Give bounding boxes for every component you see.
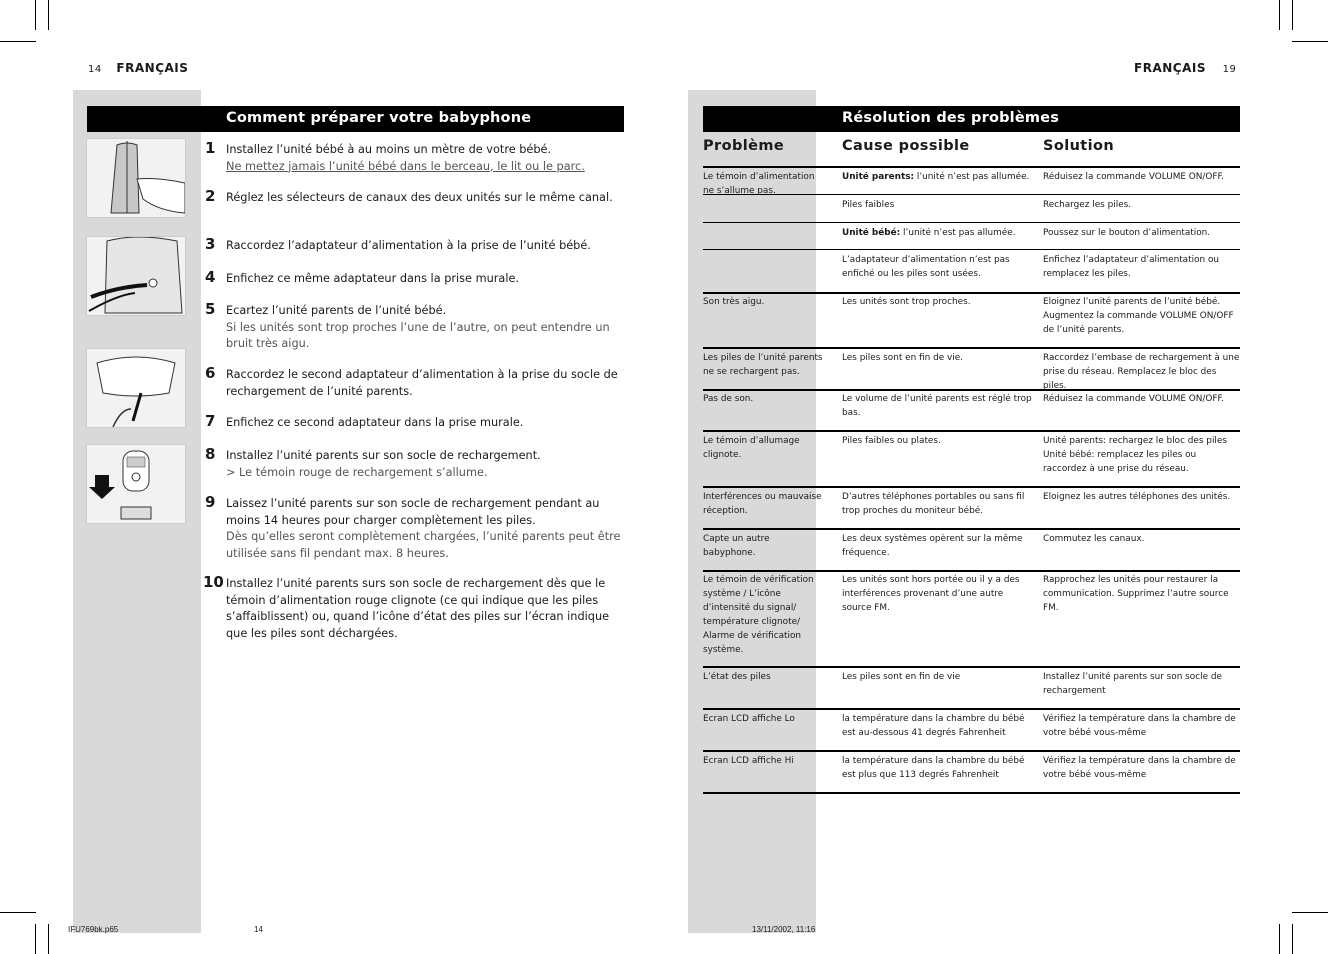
problem-cell: Interférences ou mauvaise réception. [703,492,822,516]
solution-cell: Unité parents: rechargez le bloc des piles Unité bébé: remplacez les piles ou raccordez à une prise du réseau. [1043,436,1227,474]
problem-cell: Ecran LCD affiche Hi [703,756,794,766]
step-text: Ecartez l’unité parents de l’unité bébé. [226,304,447,317]
table-rule [703,708,1240,710]
list-item [205,493,625,562]
column-header-problem: Problème [703,138,785,154]
page-number: 14 [88,64,102,75]
table-rule [703,528,1240,530]
list-item [205,139,625,175]
cause-unit-label: Unité bébé: [842,228,901,238]
step-number: 10 [203,573,224,591]
step-text: Enfichez ce second adaptateur dans la prise murale. [226,416,524,429]
table-rule [703,430,1240,432]
table-rule [703,249,1240,250]
list-item [205,187,625,207]
step-number: 1 [205,139,216,157]
step-number: 2 [205,187,216,205]
problem-cell: Ecran LCD affiche Lo [703,714,795,724]
section-title-bar [703,106,1240,132]
table-rule [703,222,1240,223]
problem-cell: L’état des piles [703,672,771,682]
right-page-header [1134,61,1236,75]
solution-cell: Installez l’unité parents sur son socle de rechargement [1043,672,1222,696]
step-number: 7 [205,412,216,430]
solution-cell: Vérifiez la température dans la chambre de votre bébé vous-même [1043,756,1236,780]
step-number: 8 [205,445,216,463]
left-page-header [88,61,188,75]
solution-cell: Commutez les canaux. [1043,534,1145,544]
list-item [205,300,625,353]
step-text: Réglez les sélecteurs de canaux des deux unités sur le même canal. [226,191,613,204]
solution-cell: Raccordez l’embase de rechargement à une prise du réseau. Remplacez le bloc des piles. [1043,353,1240,391]
solution-cell: Enfichez l’adaptateur d’alimentation ou remplacez les piles. [1043,255,1220,279]
table-rule [703,347,1240,349]
step-text: Installez l’unité bébé à au moins un mètre de votre bébé. [226,143,552,156]
problem-cell: Pas de son. [703,394,754,404]
table-rule [703,750,1240,752]
step-text: Installez l’unité parents sur son socle de rechargement. [226,449,541,462]
solution-cell: Rapprochez les unités pour restaurer la communication. Supprimez l’autre source FM. [1043,575,1229,613]
cause-cell: Les piles sont en fin de vie [842,672,961,682]
problem-cell: Le témoin d’alimentation ne s’allume pas. [703,172,815,196]
list-item [205,364,625,400]
step-note: Ne mettez jamais l’unité bébé dans le berceau, le lit ou le parc. [226,159,585,173]
cause-cell: Les unités sont hors portée ou il y a des interférences provenant d’une autre source FM. [842,575,1020,613]
problem-cell: Son très aigu. [703,297,765,307]
page-number: 19 [1222,64,1237,75]
cause-cell: Unité bébé: l’unité n’est pas allumée. [842,228,1016,238]
step-number: 3 [205,235,216,253]
column-header-solution: Solution [1043,138,1115,154]
step-note: Dès qu’elles seront complètement chargées, l’unité parents peut être utilisée sans fil pendant max. 8 heures. [226,530,621,560]
step-number: 5 [205,300,216,318]
footer-filename: IFU769bk.p65 [68,925,119,934]
table-rule [703,166,1240,168]
table-rule [703,486,1240,488]
step-text: Raccordez l’adaptateur d’alimentation à la prise de l’unité bébé. [226,239,591,252]
problem-cell: Le témoin d’allumage clignote. [703,436,800,460]
solution-cell: Rechargez les piles. [1043,200,1132,210]
cause-cell: Piles faibles [842,200,895,210]
solution-cell: Vérifiez la température dans la chambre de votre bébé vous-même [1043,714,1236,738]
adapter-illustration [86,236,186,316]
cause-unit-label: Unité parents: [842,172,915,182]
step-note: > Le témoin rouge de rechargement s’allume. [226,465,488,479]
step-number: 4 [205,268,216,286]
list-item [205,445,625,481]
cause-cell: la température dans la chambre du bébé est plus que 113 degrés Fahrenheit [842,756,1025,780]
solution-cell: Eloignez l’unité parents de l’unité bébé. Augmentez la commande VOLUME ON/OFF de l’unité parents. [1043,297,1234,335]
cause-cell: D’autres téléphones portables ou sans fil trop proches du moniteur bébé. [842,492,1025,516]
problem-cell: Capte un autre babyphone. [703,534,770,558]
cause-cell: Les deux systèmes opèrent sur la même fréquence. [842,534,1023,558]
table-rule [703,792,1240,794]
problem-cell: Le témoin de vérification système / L’icône d’intensité du signal/ température clignote/ Alarme de vérification système. [703,575,814,655]
list-item [205,412,625,432]
language-label: FRANÇAIS [116,61,189,75]
solution-cell: Réduisez la commande VOLUME ON/OFF. [1043,172,1225,182]
cause-cell: Piles faibles ou plates. [842,436,941,446]
cause-cell: la température dans la chambre du bébé est au-dessous 41 degrés Fahrenheit [842,714,1025,738]
step-text: Raccordez le second adaptateur d’alimentation à la prise du socle de rechargement de l’unité parents. [226,368,618,398]
table-rule [703,666,1240,668]
solution-cell: Réduisez la commande VOLUME ON/OFF. [1043,394,1225,404]
footer-page-number: 14 [254,925,263,934]
cause-cell: L’adaptateur d’alimentation n’est pas enfiché ou les piles sont usées. [842,255,1010,279]
step-text: Laissez l’unité parents sur son socle de rechargement pendant au moins 14 heures pour charger complètement les piles. [226,497,600,527]
list-item [205,268,625,288]
cause-cell: Le volume de l’unité parents est réglé trop bas. [842,394,1032,418]
language-label: FRANÇAIS [1134,61,1206,75]
charger-illustration [86,348,186,428]
solution-cell: Eloignez les autres téléphones des unités. [1043,492,1231,502]
section-title-bar [87,106,624,132]
step-number: 9 [205,493,216,511]
solution-cell: Poussez sur le bouton d’alimentation. [1043,228,1211,238]
baby-unit-illustration [86,138,186,218]
problem-cell: Les piles de l’unité parents ne se rechargent pas. [703,353,823,377]
cause-cell: Les piles sont en fin de vie. [842,353,963,363]
step-text: Installez l’unité parents surs son socle de rechargement dès que le témoin d’alimentation rouge clignote (ce qui indique que les piles s’affaiblissent) ou, quand l’icône d’état des piles sur l’écran indique que les piles sont déchargées. [226,577,610,640]
table-rule [703,292,1240,294]
list-item [203,573,625,642]
footer-date: 13/11/2002, 11:16 [752,925,816,934]
cause-cell: Les unités sont trop proches. [842,297,971,307]
section-title: Résolution des problèmes [842,110,1060,126]
parent-unit-illustration [86,444,186,524]
cause-cell: Unité parents: l’unité n’est pas allumée. [842,172,1030,182]
list-item [205,235,625,255]
section-title: Comment préparer votre babyphone [226,110,532,126]
column-header-cause: Cause possible [842,138,970,154]
table-rule [703,570,1240,572]
step-text: Enfichez ce même adaptateur dans la prise murale. [226,272,519,285]
step-number: 6 [205,364,216,382]
step-note: Si les unités sont trop proches l’une de l’autre, on peut entendre un bruit très aigu. [226,320,610,350]
